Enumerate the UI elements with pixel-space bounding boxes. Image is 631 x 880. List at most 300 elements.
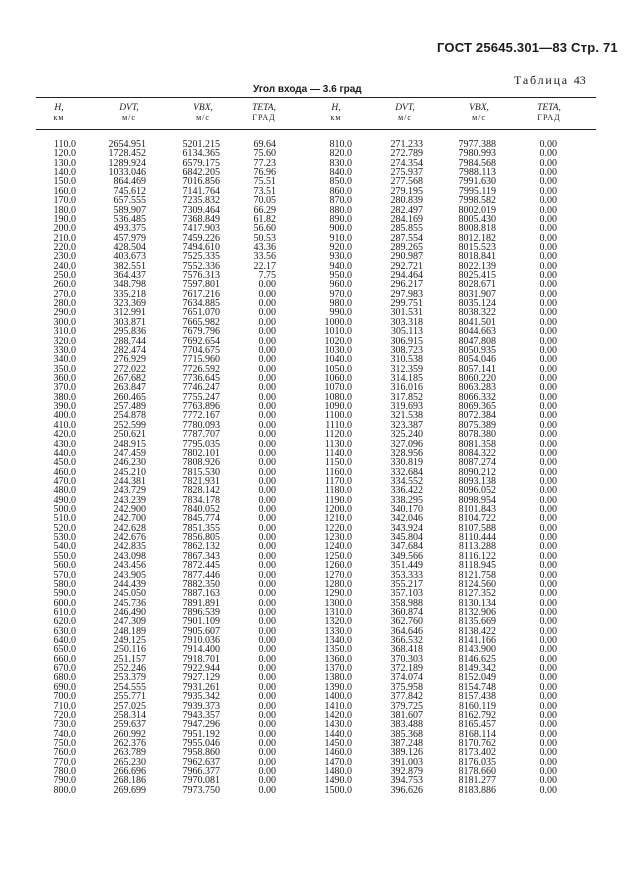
table-cell: 930.0 bbox=[329, 251, 352, 263]
table-cell: 1728.452 bbox=[108, 148, 146, 160]
table-cell: 8018.841 bbox=[458, 251, 496, 263]
table-cell: 260.465 bbox=[113, 391, 146, 403]
table-cell: 160.0 bbox=[53, 185, 76, 197]
table-cell: 70.05 bbox=[253, 195, 276, 207]
table-cell: 0.00 bbox=[539, 213, 557, 225]
col-header-unit: ГРАД bbox=[252, 113, 276, 122]
table-cell: 750.0 bbox=[53, 738, 76, 749]
table-cell: 0.00 bbox=[258, 625, 276, 637]
table-cell: 0.00 bbox=[539, 223, 557, 235]
table-cell: 7525.335 bbox=[182, 251, 220, 263]
table-cell: 660.0 bbox=[53, 653, 76, 665]
table-cell: 8168.114 bbox=[458, 728, 496, 740]
col-header-unit: м/с bbox=[122, 113, 136, 122]
table-cell: 284.169 bbox=[390, 213, 423, 225]
table-cell: 7951.192 bbox=[182, 728, 220, 740]
table-cell: 8025.415 bbox=[458, 270, 496, 282]
table-cell: 246.230 bbox=[113, 457, 146, 469]
table-cell: 0.00 bbox=[539, 335, 557, 347]
table-cell: 266.696 bbox=[113, 766, 146, 778]
table-cell: 8008.818 bbox=[458, 223, 496, 235]
table-cell: 7808.926 bbox=[182, 457, 220, 469]
table-cell: 243.729 bbox=[113, 485, 146, 497]
table-cell: 440.0 bbox=[53, 447, 76, 459]
table-cell: 0.00 bbox=[258, 401, 276, 413]
table-cell: 7877.446 bbox=[182, 569, 220, 581]
table-cell: 0.00 bbox=[539, 185, 557, 197]
table-cell: 8075.389 bbox=[458, 419, 496, 431]
table-cell: 0.00 bbox=[539, 270, 557, 282]
table-cell: 255.771 bbox=[113, 691, 146, 703]
table-cell: 8121.758 bbox=[458, 569, 496, 581]
table-cell: 358.988 bbox=[390, 597, 423, 609]
table-cell: 287.554 bbox=[390, 232, 423, 244]
table-cell: 0.00 bbox=[539, 681, 557, 693]
table-cell: 7736.645 bbox=[182, 372, 220, 384]
table-cell: 8143.900 bbox=[458, 644, 496, 656]
table-cell: 8066.332 bbox=[458, 391, 496, 403]
table-cell: 8096.052 bbox=[458, 485, 496, 497]
table-cell: 0.00 bbox=[539, 288, 557, 300]
table-cell: 349.566 bbox=[390, 550, 423, 562]
table-cell: 1180.0 bbox=[324, 485, 352, 497]
table-cell: 0.00 bbox=[258, 344, 276, 356]
table-cell: 8176.035 bbox=[458, 756, 496, 768]
table-cell: 0.00 bbox=[539, 307, 557, 319]
table-cell: 348.798 bbox=[113, 279, 146, 291]
table-cell: 0.00 bbox=[258, 429, 276, 441]
table-cell: 8044.663 bbox=[458, 326, 496, 338]
table-cell: 268.186 bbox=[113, 775, 146, 787]
table-cell: 391.003 bbox=[390, 756, 423, 768]
table-cell: 120.0 bbox=[53, 148, 76, 160]
table-cell: 0.00 bbox=[539, 738, 557, 749]
col-header-h-left bbox=[44, 103, 74, 123]
table-cell: 0.00 bbox=[539, 475, 557, 487]
table-cell: 247.459 bbox=[113, 447, 146, 459]
table-cell: 0.00 bbox=[258, 644, 276, 656]
table-cell: 22.17 bbox=[253, 260, 276, 272]
table-cell: 381.607 bbox=[390, 709, 423, 721]
table-cell: 8072.384 bbox=[458, 410, 496, 422]
table-cell: 0.00 bbox=[258, 672, 276, 684]
table-cell: 330.819 bbox=[390, 457, 423, 469]
table-cell: 280.0 bbox=[53, 298, 76, 310]
table-cell: 295.836 bbox=[113, 326, 146, 338]
table-cell: 7862.132 bbox=[182, 541, 220, 553]
table-cell: 540.0 bbox=[53, 541, 76, 553]
table-cell: 1350.0 bbox=[324, 644, 352, 656]
table-cell: 392.879 bbox=[390, 766, 423, 778]
table-cell: 8038.322 bbox=[458, 307, 496, 319]
table-cell: 1490.0 bbox=[324, 775, 352, 787]
table-cell: 0.00 bbox=[539, 588, 557, 600]
table-cell: 1210.0 bbox=[324, 513, 352, 525]
table-cell: 316.016 bbox=[390, 382, 423, 394]
table-cell: 7780.093 bbox=[182, 419, 220, 431]
table-cell: 270.0 bbox=[53, 288, 76, 300]
table-cell: 1390.0 bbox=[324, 681, 352, 693]
table-cell: 7617.216 bbox=[182, 288, 220, 300]
table-cell: 0.00 bbox=[539, 691, 557, 703]
table-cell: 342.046 bbox=[390, 513, 423, 525]
table-cell: 282.474 bbox=[113, 344, 146, 356]
table-cell: 8146.625 bbox=[458, 653, 496, 665]
table-cell: 8054.046 bbox=[458, 354, 496, 366]
table-cell: 640.0 bbox=[53, 635, 76, 647]
table-cell: 1400.0 bbox=[324, 691, 352, 703]
table-cell: 1160.0 bbox=[324, 466, 352, 478]
table-cell: 0.00 bbox=[539, 709, 557, 721]
table-cell: 279.195 bbox=[390, 185, 423, 197]
table-cell: 242.628 bbox=[113, 522, 146, 534]
table-cell: 7918.701 bbox=[182, 653, 220, 665]
table-cell: 6579.175 bbox=[182, 157, 220, 169]
table-cell: 345.804 bbox=[390, 532, 423, 544]
table-cell: 272.789 bbox=[390, 148, 423, 160]
table-cell: 245.050 bbox=[113, 588, 146, 600]
table-cell: 7931.261 bbox=[182, 681, 220, 693]
table-cell: 0.00 bbox=[539, 653, 557, 665]
col-header-name: H, bbox=[331, 103, 341, 113]
table-cell: 242.676 bbox=[113, 532, 146, 544]
table-cell: 0.00 bbox=[258, 766, 276, 778]
table-cell: 590.0 bbox=[53, 588, 76, 600]
table-cell: 364.646 bbox=[390, 625, 423, 637]
table-cell: 242.700 bbox=[113, 513, 146, 525]
table-cell: 56.60 bbox=[253, 223, 276, 235]
table-cell: 0.00 bbox=[258, 728, 276, 740]
table-cell: 0.00 bbox=[258, 354, 276, 366]
table-cell: 8101.843 bbox=[458, 504, 496, 516]
table-cell: 840.0 bbox=[329, 167, 352, 179]
table-cell: 1090.0 bbox=[324, 401, 352, 413]
table-cell: 530.0 bbox=[53, 532, 76, 544]
col-header-dvt-right bbox=[380, 103, 430, 123]
table-cell: 7939.373 bbox=[182, 700, 220, 712]
table-cell: 259.637 bbox=[113, 719, 146, 731]
table-cell: 0.00 bbox=[539, 663, 557, 675]
table-cell: 970.0 bbox=[329, 288, 352, 300]
table-cell: 0.00 bbox=[539, 550, 557, 562]
table-cell: 8107.588 bbox=[458, 522, 496, 534]
table-cell: 357.103 bbox=[390, 588, 423, 600]
table-cell: 310.0 bbox=[53, 326, 76, 338]
table-cell: 0.00 bbox=[539, 391, 557, 403]
table-cell: 0.00 bbox=[258, 578, 276, 590]
table-cell: 277.568 bbox=[390, 176, 423, 188]
table-cell: 7651.070 bbox=[182, 307, 220, 319]
table-cell: 7905.607 bbox=[182, 625, 220, 637]
table-cell: 390.0 bbox=[53, 401, 76, 413]
table-cell: 1310.0 bbox=[324, 606, 352, 618]
table-cell: 0.00 bbox=[539, 766, 557, 778]
table-cell: 650.0 bbox=[53, 644, 76, 656]
table-cell: 0.00 bbox=[539, 457, 557, 469]
col-header-name: VBX, bbox=[469, 103, 489, 113]
table-cell: 0.00 bbox=[258, 410, 276, 422]
table-cell: 75.60 bbox=[253, 148, 276, 160]
table-cell: 210.0 bbox=[53, 232, 76, 244]
table-cell: 780.0 bbox=[53, 766, 76, 778]
table-cell: 33.56 bbox=[253, 251, 276, 263]
col-header-name: VBX, bbox=[193, 103, 213, 113]
table-cell: 292.721 bbox=[390, 260, 423, 272]
table-cell: 900.0 bbox=[329, 223, 352, 235]
table-cell: 7368.849 bbox=[182, 213, 220, 225]
table-cell: 0.00 bbox=[539, 775, 557, 787]
table-cell: 328.956 bbox=[390, 447, 423, 459]
table-cell: 76.96 bbox=[253, 167, 276, 179]
table-cell: 0.00 bbox=[539, 429, 557, 441]
table-cell: 1110.0 bbox=[325, 419, 352, 431]
table-cell: 8157.438 bbox=[458, 691, 496, 703]
table-cell: 0.00 bbox=[258, 681, 276, 693]
table-cell: 8118.945 bbox=[458, 560, 496, 572]
table-cell: 243.098 bbox=[113, 550, 146, 562]
table-cell: 7947.296 bbox=[182, 719, 220, 731]
col-header-teta-right bbox=[524, 103, 574, 123]
table-cell: 560.0 bbox=[53, 560, 76, 572]
table-cell: 7763.896 bbox=[182, 401, 220, 413]
table-cell: 710.0 bbox=[53, 700, 76, 712]
table-cell: 670.0 bbox=[53, 663, 76, 675]
table-cell: 589.907 bbox=[113, 204, 146, 216]
table-cell: 7634.885 bbox=[182, 298, 220, 310]
table-cell: 8149.342 bbox=[458, 663, 496, 675]
table-cell: 8041.501 bbox=[458, 316, 496, 328]
table-cell: 308.723 bbox=[390, 344, 423, 356]
table-cell: 1370.0 bbox=[324, 663, 352, 675]
table-cell: 7856.805 bbox=[182, 532, 220, 544]
table-cell: 0.00 bbox=[258, 560, 276, 572]
table-cell: 340.170 bbox=[390, 504, 423, 516]
table-cell: 8116.122 bbox=[458, 550, 496, 562]
table-cell: 0.00 bbox=[539, 260, 557, 272]
col-teta-right bbox=[527, 140, 557, 795]
table-cell: 8093.138 bbox=[458, 475, 496, 487]
col-header-name: H, bbox=[54, 103, 64, 113]
table-cell: 7988.113 bbox=[458, 167, 496, 179]
table-cell: 810.0 bbox=[329, 139, 352, 150]
col-vbx-left bbox=[170, 140, 220, 795]
table-cell: 0.00 bbox=[258, 504, 276, 516]
table-cell: 269.699 bbox=[113, 784, 146, 796]
table-cell: 1470.0 bbox=[324, 756, 352, 768]
table-cell: 430.0 bbox=[53, 438, 76, 450]
table-cell: 8063.283 bbox=[458, 382, 496, 394]
table-cell: 8113.288 bbox=[458, 541, 496, 553]
table-cell: 7977.388 bbox=[458, 139, 496, 150]
col-header-unit: м/с bbox=[196, 113, 210, 122]
table-cell: 360.0 bbox=[53, 372, 76, 384]
table-cell: 294.464 bbox=[390, 270, 423, 282]
table-cell: 0.00 bbox=[539, 410, 557, 422]
table-cell: 0.00 bbox=[258, 363, 276, 375]
table-cell: 355.217 bbox=[390, 578, 423, 590]
table-cell: 790.0 bbox=[53, 775, 76, 787]
table-cell: 340.0 bbox=[53, 354, 76, 366]
table-cell: 600.0 bbox=[53, 597, 76, 609]
table-cell: 1120.0 bbox=[324, 429, 352, 441]
table-cell: 257.489 bbox=[113, 401, 146, 413]
table-top-rule bbox=[36, 97, 596, 98]
table-cell: 0.00 bbox=[258, 466, 276, 478]
table-cell: 110.0 bbox=[53, 139, 76, 150]
col-header-name: TETA, bbox=[252, 103, 276, 113]
table-cell: 0.00 bbox=[258, 606, 276, 618]
table-cell: 66.29 bbox=[253, 204, 276, 216]
table-cell: 7821.931 bbox=[182, 475, 220, 487]
col-header-unit: м/с bbox=[472, 113, 486, 122]
table-cell: 493.375 bbox=[113, 223, 146, 235]
table-cell: 860.0 bbox=[329, 185, 352, 197]
table-cell: 7891.891 bbox=[182, 597, 220, 609]
table-cell: 690.0 bbox=[53, 681, 76, 693]
col-h-right bbox=[306, 140, 352, 795]
table-cell: 0.00 bbox=[539, 700, 557, 712]
table-cell: 336.422 bbox=[390, 485, 423, 497]
table-cell: 0.00 bbox=[539, 560, 557, 572]
table-cell: 379.725 bbox=[390, 700, 423, 712]
table-cell: 8060.220 bbox=[458, 372, 496, 384]
table-cell: 0.00 bbox=[258, 597, 276, 609]
table-cell: 510.0 bbox=[53, 513, 76, 525]
table-cell: 244.439 bbox=[113, 578, 146, 590]
table-cell: 8181.277 bbox=[458, 775, 496, 787]
col-header-teta-left bbox=[242, 103, 286, 123]
table-cell: 250.621 bbox=[113, 429, 146, 441]
table-cell: 0.00 bbox=[258, 279, 276, 291]
table-cell: 250.0 bbox=[53, 270, 76, 282]
table-cell: 940.0 bbox=[329, 260, 352, 272]
table-cell: 0.00 bbox=[539, 195, 557, 207]
table-cell: 7914.400 bbox=[182, 644, 220, 656]
table-cell: 0.00 bbox=[258, 457, 276, 469]
table-cell: 7834.178 bbox=[182, 494, 220, 506]
table-cell: 7910.036 bbox=[182, 635, 220, 647]
table-cell: 0.00 bbox=[258, 494, 276, 506]
table-cell: 620.0 bbox=[53, 616, 76, 628]
table-cell: 265.230 bbox=[113, 756, 146, 768]
table-cell: 0.00 bbox=[539, 784, 557, 796]
table-cell: 8098.954 bbox=[458, 494, 496, 506]
table-cell: 8170.762 bbox=[458, 738, 496, 749]
table-cell: 470.0 bbox=[53, 475, 76, 487]
table-cell: 0.00 bbox=[539, 532, 557, 544]
table-cell: 630.0 bbox=[53, 625, 76, 637]
table-cell: 1500.0 bbox=[324, 784, 352, 796]
table-cell: 7927.129 bbox=[182, 672, 220, 684]
table-cell: 1420.0 bbox=[324, 709, 352, 721]
table-cell: 8141.166 bbox=[458, 635, 496, 647]
table-cell: 380.0 bbox=[53, 391, 76, 403]
table-cell: 0.00 bbox=[539, 382, 557, 394]
table-cell: 745.612 bbox=[113, 185, 146, 197]
table-cell: 1050.0 bbox=[324, 363, 352, 375]
table-cell: 7679.796 bbox=[182, 326, 220, 338]
table-cell: 0.00 bbox=[539, 485, 557, 497]
table-cell: 7840.052 bbox=[182, 504, 220, 516]
table-cell: 370.0 bbox=[53, 382, 76, 394]
table-cell: 290.987 bbox=[390, 251, 423, 263]
table-cell: 0.00 bbox=[539, 298, 557, 310]
table-cell: 249.125 bbox=[113, 635, 146, 647]
table-cell: 312.991 bbox=[113, 307, 146, 319]
table-cell: 410.0 bbox=[53, 419, 76, 431]
table-cell: 250.116 bbox=[113, 644, 146, 656]
table-cell: 910.0 bbox=[329, 232, 352, 244]
table-cell: 0.00 bbox=[258, 298, 276, 310]
table-cell: 140.0 bbox=[53, 167, 76, 179]
table-cell: 305.113 bbox=[390, 326, 423, 338]
table-cell: 0.00 bbox=[258, 485, 276, 497]
table-cell: 382.551 bbox=[113, 260, 146, 272]
table-cell: 8178.660 bbox=[458, 766, 496, 778]
table-cell: 8173.402 bbox=[458, 747, 496, 759]
table-cell: 8135.669 bbox=[458, 616, 496, 628]
table-cell: 6134.365 bbox=[182, 148, 220, 160]
table-cell: 1410.0 bbox=[324, 700, 352, 712]
table-cell: 275.937 bbox=[390, 167, 423, 179]
table-cell: 0.00 bbox=[539, 372, 557, 384]
table-cell: 0.00 bbox=[258, 532, 276, 544]
table-cell: 1220.0 bbox=[324, 522, 352, 534]
table-cell: 770.0 bbox=[53, 756, 76, 768]
table-cell: 7309.464 bbox=[182, 204, 220, 216]
table-cell: 1033.046 bbox=[108, 167, 146, 179]
col-header-unit: м/с bbox=[398, 113, 412, 122]
table-cell: 8031.907 bbox=[458, 288, 496, 300]
table-cell: 890.0 bbox=[329, 213, 352, 225]
table-cell: 0.00 bbox=[258, 588, 276, 600]
table-cell: 8127.352 bbox=[458, 588, 496, 600]
table-cell: 536.485 bbox=[113, 213, 146, 225]
table-number: 43 bbox=[573, 73, 586, 87]
table-cell: 870.0 bbox=[329, 195, 352, 207]
table-cell: 0.00 bbox=[539, 466, 557, 478]
col-header-dvt-left bbox=[104, 103, 154, 123]
table-cell: 1480.0 bbox=[324, 766, 352, 778]
table-cell: 7935.342 bbox=[182, 691, 220, 703]
table-label bbox=[514, 73, 586, 88]
table-cell: 150.0 bbox=[53, 176, 76, 188]
table-cell: 276.929 bbox=[113, 354, 146, 366]
table-cell: 240.0 bbox=[53, 260, 76, 272]
table-cell: 0.00 bbox=[539, 176, 557, 188]
table-cell: 7746.247 bbox=[182, 382, 220, 394]
table-cell: 7552.336 bbox=[182, 260, 220, 272]
table-cell: 7795.035 bbox=[182, 438, 220, 450]
table-cell: 1240.0 bbox=[324, 541, 352, 553]
table-cell: 374.074 bbox=[390, 672, 423, 684]
table-cell: 312.359 bbox=[390, 363, 423, 375]
table-cell: 260.0 bbox=[53, 279, 76, 291]
table-cell: 0.00 bbox=[258, 335, 276, 347]
table-cell: 0.00 bbox=[258, 307, 276, 319]
table-cell: 1060.0 bbox=[324, 372, 352, 384]
col-dvt-left bbox=[96, 140, 146, 795]
table-cell: 0.00 bbox=[539, 635, 557, 647]
table-cell: 7984.568 bbox=[458, 157, 496, 169]
table-cell: 0.00 bbox=[539, 541, 557, 553]
table-cell: 0.00 bbox=[258, 784, 276, 796]
table-cell: 301.531 bbox=[390, 307, 423, 319]
table-cell: 7828.142 bbox=[182, 485, 220, 497]
table-cell: 7704.675 bbox=[182, 344, 220, 356]
table-cell: 347.684 bbox=[390, 541, 423, 553]
table-cell: 864.469 bbox=[113, 176, 146, 188]
